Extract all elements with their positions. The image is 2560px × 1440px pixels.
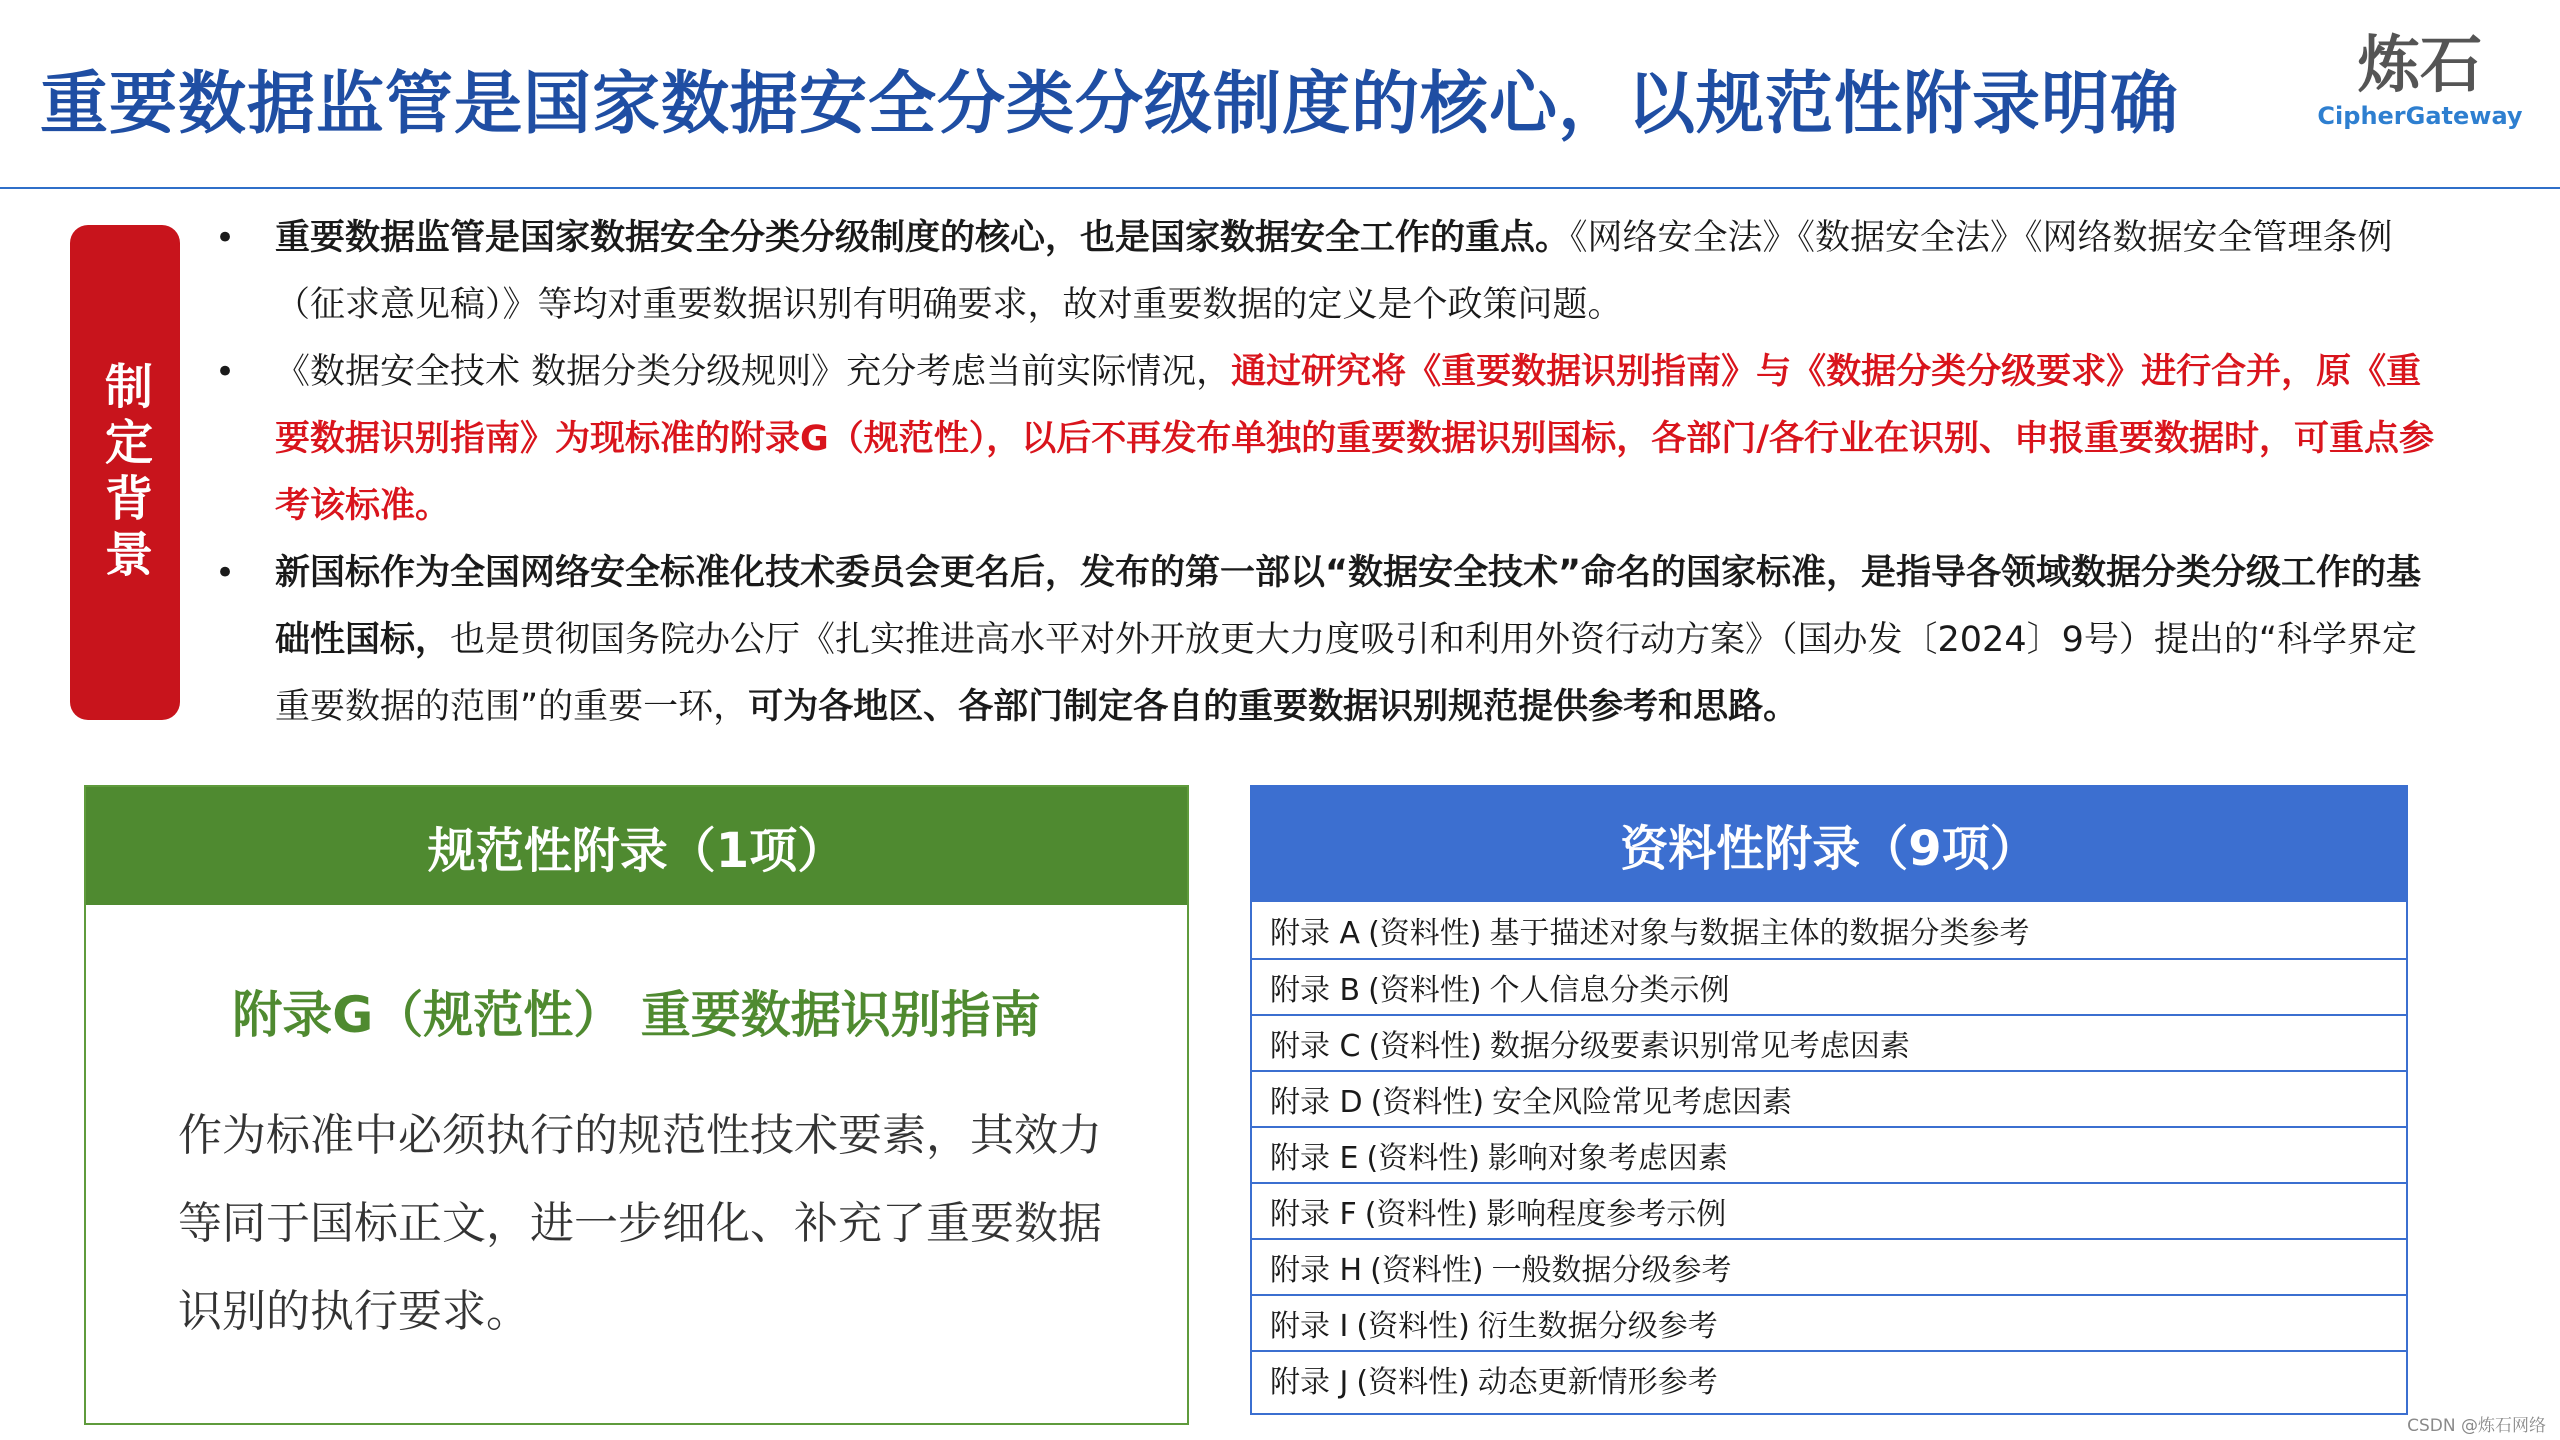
appendix-name: 动态更新情形参考 bbox=[1477, 1365, 1718, 1400]
appendix-g-description: 作为标准中必须执行的规范性技术要素，其效力等同于国标正文，进一步细化、补充了重要数据识别的执行要求。 bbox=[178, 1110, 1102, 1337]
appendix-code: 附录 J bbox=[1270, 1365, 1349, 1400]
bullet-text: 也是贯彻国务院办公厅《扎实推进高水平对外开放更大力度吸引和利用外资行动方案》（国办发〔2024〕9号）提出的“科学界定重要数据的范围”的重要一环， bbox=[275, 620, 2417, 727]
appendix-row bbox=[1252, 1350, 2406, 1406]
appendix-row bbox=[1252, 1126, 2406, 1182]
appendix-type: (资料性) bbox=[1368, 916, 1482, 951]
appendix-code: 附录 A bbox=[1270, 916, 1361, 951]
bullet-marker: • bbox=[215, 553, 236, 593]
appendix-name: 一般数据分级参考 bbox=[1491, 1253, 1732, 1288]
side-tag-label: 制定背景 bbox=[96, 360, 153, 585]
appendix-type: (资料性) bbox=[1368, 973, 1482, 1008]
appendix-code: 附录 H bbox=[1270, 1253, 1363, 1288]
appendix-name: 衍生数据分级参考 bbox=[1477, 1309, 1718, 1344]
title-divider bbox=[0, 187, 2560, 189]
appendix-name: 影响程度参考示例 bbox=[1486, 1197, 1727, 1232]
appendix-code: 附录 D bbox=[1270, 1085, 1363, 1120]
normative-appendix-panel bbox=[84, 785, 1189, 1425]
appendix-type: (资料性) bbox=[1356, 1365, 1470, 1400]
logo bbox=[2310, 30, 2530, 130]
appendix-list bbox=[1252, 902, 2406, 1406]
appendix-row bbox=[1252, 1238, 2406, 1294]
bullet-marker: • bbox=[215, 352, 236, 392]
side-tag bbox=[70, 225, 180, 720]
appendix-row bbox=[1252, 1014, 2406, 1070]
bullet-marker: • bbox=[215, 218, 236, 258]
bullet-text: 《数据安全技术 数据分类分级规则》充分考虑当前实际情况， bbox=[275, 352, 1232, 392]
appendix-type: (资料性) bbox=[1368, 1029, 1482, 1064]
appendix-code: 附录 C bbox=[1270, 1029, 1361, 1064]
appendix-row bbox=[1252, 902, 2406, 958]
bullet-item bbox=[205, 540, 2450, 741]
appendix-type: (资料性) bbox=[1370, 1253, 1484, 1288]
page-title: 重要数据监管是国家数据安全分类分级制度的核心，以规范性附录明确 bbox=[40, 65, 2180, 144]
bullet-text-bold: 可为各地区、各部门制定各自的重要数据识别规范提供参考和思路。 bbox=[748, 687, 1799, 727]
appendix-name: 数据分级要素识别常见考虑因素 bbox=[1489, 1029, 1910, 1064]
appendix-code: 附录 F bbox=[1270, 1197, 1357, 1232]
bullet-text-bold: 新国标作为全国网络安全标准化技术委员会更名后，发布的第一部以“数据安全技术”命名的国家标准，是指导各领域数据分类分级工作的基础性国标， bbox=[275, 553, 2422, 660]
appendix-name: 安全风险常见考虑因素 bbox=[1492, 1085, 1793, 1120]
informative-appendix-panel bbox=[1250, 785, 2408, 1415]
appendix-row bbox=[1252, 1070, 2406, 1126]
logo-text: 炼石 bbox=[2357, 28, 2482, 101]
bullet-item bbox=[205, 339, 2450, 540]
bullet-item bbox=[205, 205, 2450, 339]
footer-watermark: CSDN @炼石网络 bbox=[2407, 1416, 2546, 1436]
appendix-code: 附录 E bbox=[1270, 1141, 1359, 1176]
appendix-row bbox=[1252, 958, 2406, 1014]
background-bullets bbox=[205, 205, 2450, 741]
appendix-type: (资料性) bbox=[1364, 1197, 1479, 1232]
appendix-name: 个人信息分类示例 bbox=[1489, 973, 1730, 1008]
bullet-text-highlight: 通过研究将《重要数据识别指南》与《数据分类分级要求》进行合并，原《重要数据识别指南》为现标准的附录G（规范性），以后不再发布单独的重要数据识别国标，各部门/各行业在识别、申报重要数据时，可重点参考该标准。 bbox=[275, 352, 2435, 526]
appendix-row bbox=[1252, 1182, 2406, 1238]
appendix-type: (资料性) bbox=[1370, 1085, 1485, 1120]
informative-appendix-heading: 资料性附录（9项） bbox=[1252, 787, 2406, 902]
appendix-row bbox=[1252, 1294, 2406, 1350]
appendix-name: 影响对象考虑因素 bbox=[1487, 1141, 1728, 1176]
normative-appendix-heading: 规范性附录（1项） bbox=[86, 787, 1187, 905]
logo-subtext: CipherGateway bbox=[2317, 102, 2523, 130]
appendix-type: (资料性) bbox=[1356, 1309, 1470, 1344]
appendix-g-title: 附录G（规范性） 重要数据识别指南 bbox=[232, 986, 1041, 1044]
appendix-code: 附录 I bbox=[1270, 1309, 1349, 1344]
bullet-text: 《网络安全法》《数据安全法》《网络数据安全管理条例（征求意见稿）》等均对重要数据识别有明确要求，故对重要数据的定义是个政策问题。 bbox=[275, 218, 2393, 325]
appendix-code: 附录 B bbox=[1270, 973, 1361, 1008]
appendix-name: 基于描述对象与数据主体的数据分类参考 bbox=[1489, 916, 2030, 951]
appendix-type: (资料性) bbox=[1366, 1141, 1480, 1176]
bullet-text-bold: 重要数据监管是国家数据安全分类分级制度的核心，也是国家数据安全工作的重点。 bbox=[275, 218, 1571, 258]
